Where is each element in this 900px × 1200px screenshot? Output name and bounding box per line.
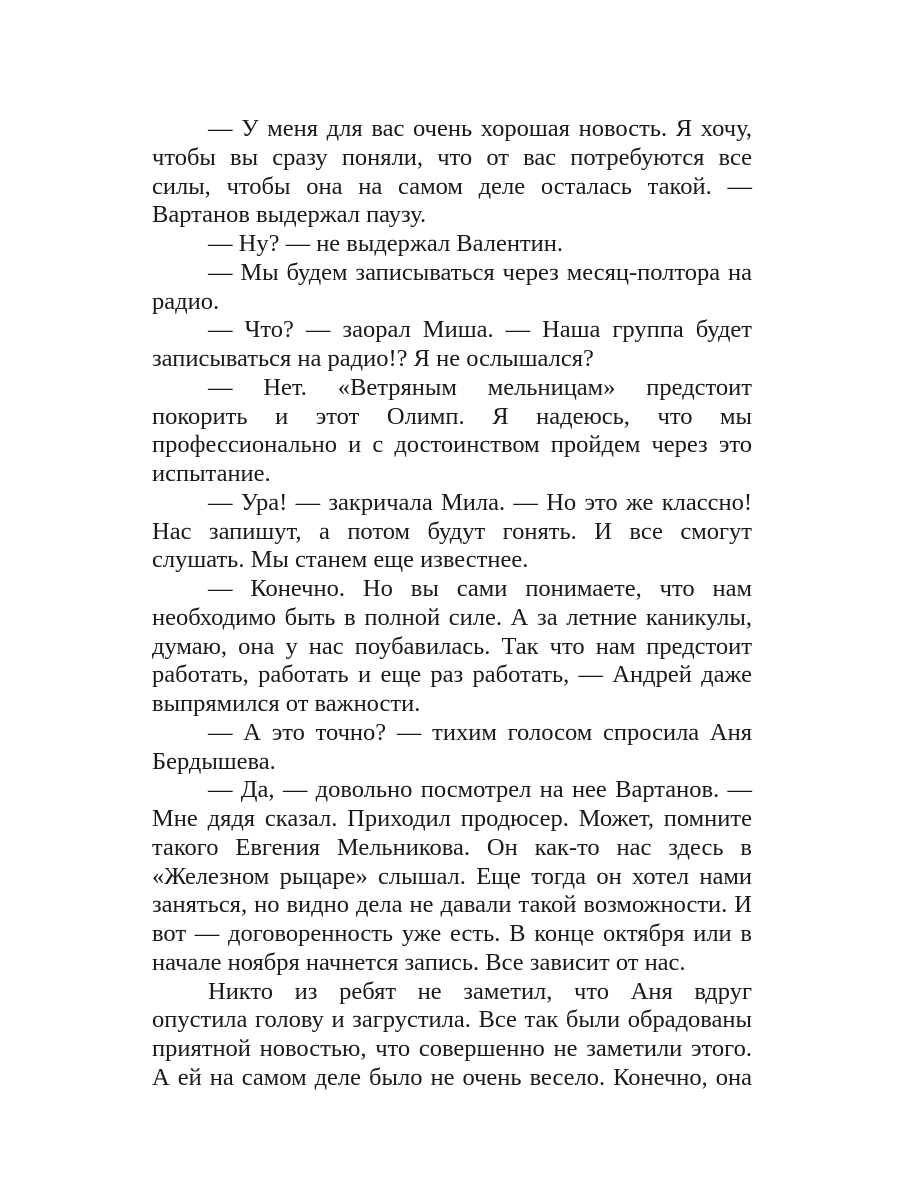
paragraph <box>152 230 752 259</box>
paragraph <box>152 575 752 719</box>
page-body-text <box>152 115 752 1093</box>
text-line: профессионально и с достоинством пройдем через это <box>152 431 752 459</box>
text-line: радио. <box>152 287 220 315</box>
paragraph <box>152 719 752 777</box>
text-line: чтобы вы сразу поняли, что от вас потребуются все <box>152 143 752 171</box>
text-line: необходимо быть в полной силе. А за летние каникулы, <box>152 603 752 631</box>
text-line: слушать. Мы станем еще известнее. <box>152 546 529 574</box>
text-line: покорить и этот Олимп. Я надеюсь, что мы <box>152 402 752 430</box>
text-line: — У меня для вас очень хорошая новость. Я хочу, <box>208 115 752 142</box>
paragraph <box>152 978 752 1093</box>
text-line: Бердышева. <box>152 747 276 775</box>
text-line: работать, работать и еще раз работать, — Андрей даже <box>152 661 752 689</box>
text-line: такого Евгения Мельникова. Он как-то нас здесь в <box>152 833 752 861</box>
text-line: Никто из ребят не заметил, что Аня вдруг <box>208 977 752 1005</box>
text-line: силы, чтобы она на самом деле осталась такой. — <box>152 172 752 200</box>
text-line: Мне дядя сказал. Приходил продюсер. Может, помните <box>152 805 752 832</box>
paragraph <box>152 489 752 575</box>
text-line: опустила голову и загрустила. Все так были обрадованы <box>152 1006 752 1034</box>
text-line: — Мы будем записываться через месяц-полтора на <box>208 258 752 286</box>
text-line: начале ноября начнется запись. Все зависит от нас. <box>152 948 686 976</box>
text-line: испытание. <box>152 460 271 487</box>
text-line: выпрямился от важности. <box>152 690 421 717</box>
text-line: Вартанов выдержал паузу. <box>152 201 427 229</box>
paragraph <box>152 259 752 317</box>
text-line: Нас запишут, а потом будут гонять. И все смогут <box>152 517 752 545</box>
text-line: — Конечно. Но вы сами понимаете, что нам <box>208 575 752 602</box>
paragraph <box>152 374 752 489</box>
text-line: — Что? — заорал Миша. — Наша группа будет <box>208 316 752 344</box>
text-line: «Железном рыцаре» слышал. Еще тогда он хотел нами <box>152 862 752 890</box>
text-line: заняться, но видно дела не давали такой возможности. И <box>152 891 752 919</box>
paragraph <box>152 316 752 374</box>
text-line: думаю, она у нас поубавилась. Так что нам предстоит <box>152 632 752 660</box>
text-line: — А это точно? — тихим голосом спросила Аня <box>208 718 752 746</box>
text-line: — Ну? — не выдержал Валентин. <box>208 230 563 257</box>
text-line: — Да, — довольно посмотрел на нее Вартанов. — <box>208 776 752 804</box>
paragraph <box>152 115 752 230</box>
text-line: — Нет. «Ветряным мельницам» предстоит <box>208 373 752 401</box>
text-line: вот — договоренность уже есть. В конце октября или в <box>152 920 752 947</box>
text-line: записываться на радио!? Я не ослышался? <box>152 345 594 372</box>
text-line: приятной новостью, что совершенно не заметили этого. <box>152 1035 752 1062</box>
text-line: А ей на самом деле было не очень весело. Конечно, она <box>152 1063 752 1091</box>
paragraph <box>152 776 752 977</box>
text-line: — Ура! — закричала Мила. — Но это же классно! <box>208 488 752 516</box>
